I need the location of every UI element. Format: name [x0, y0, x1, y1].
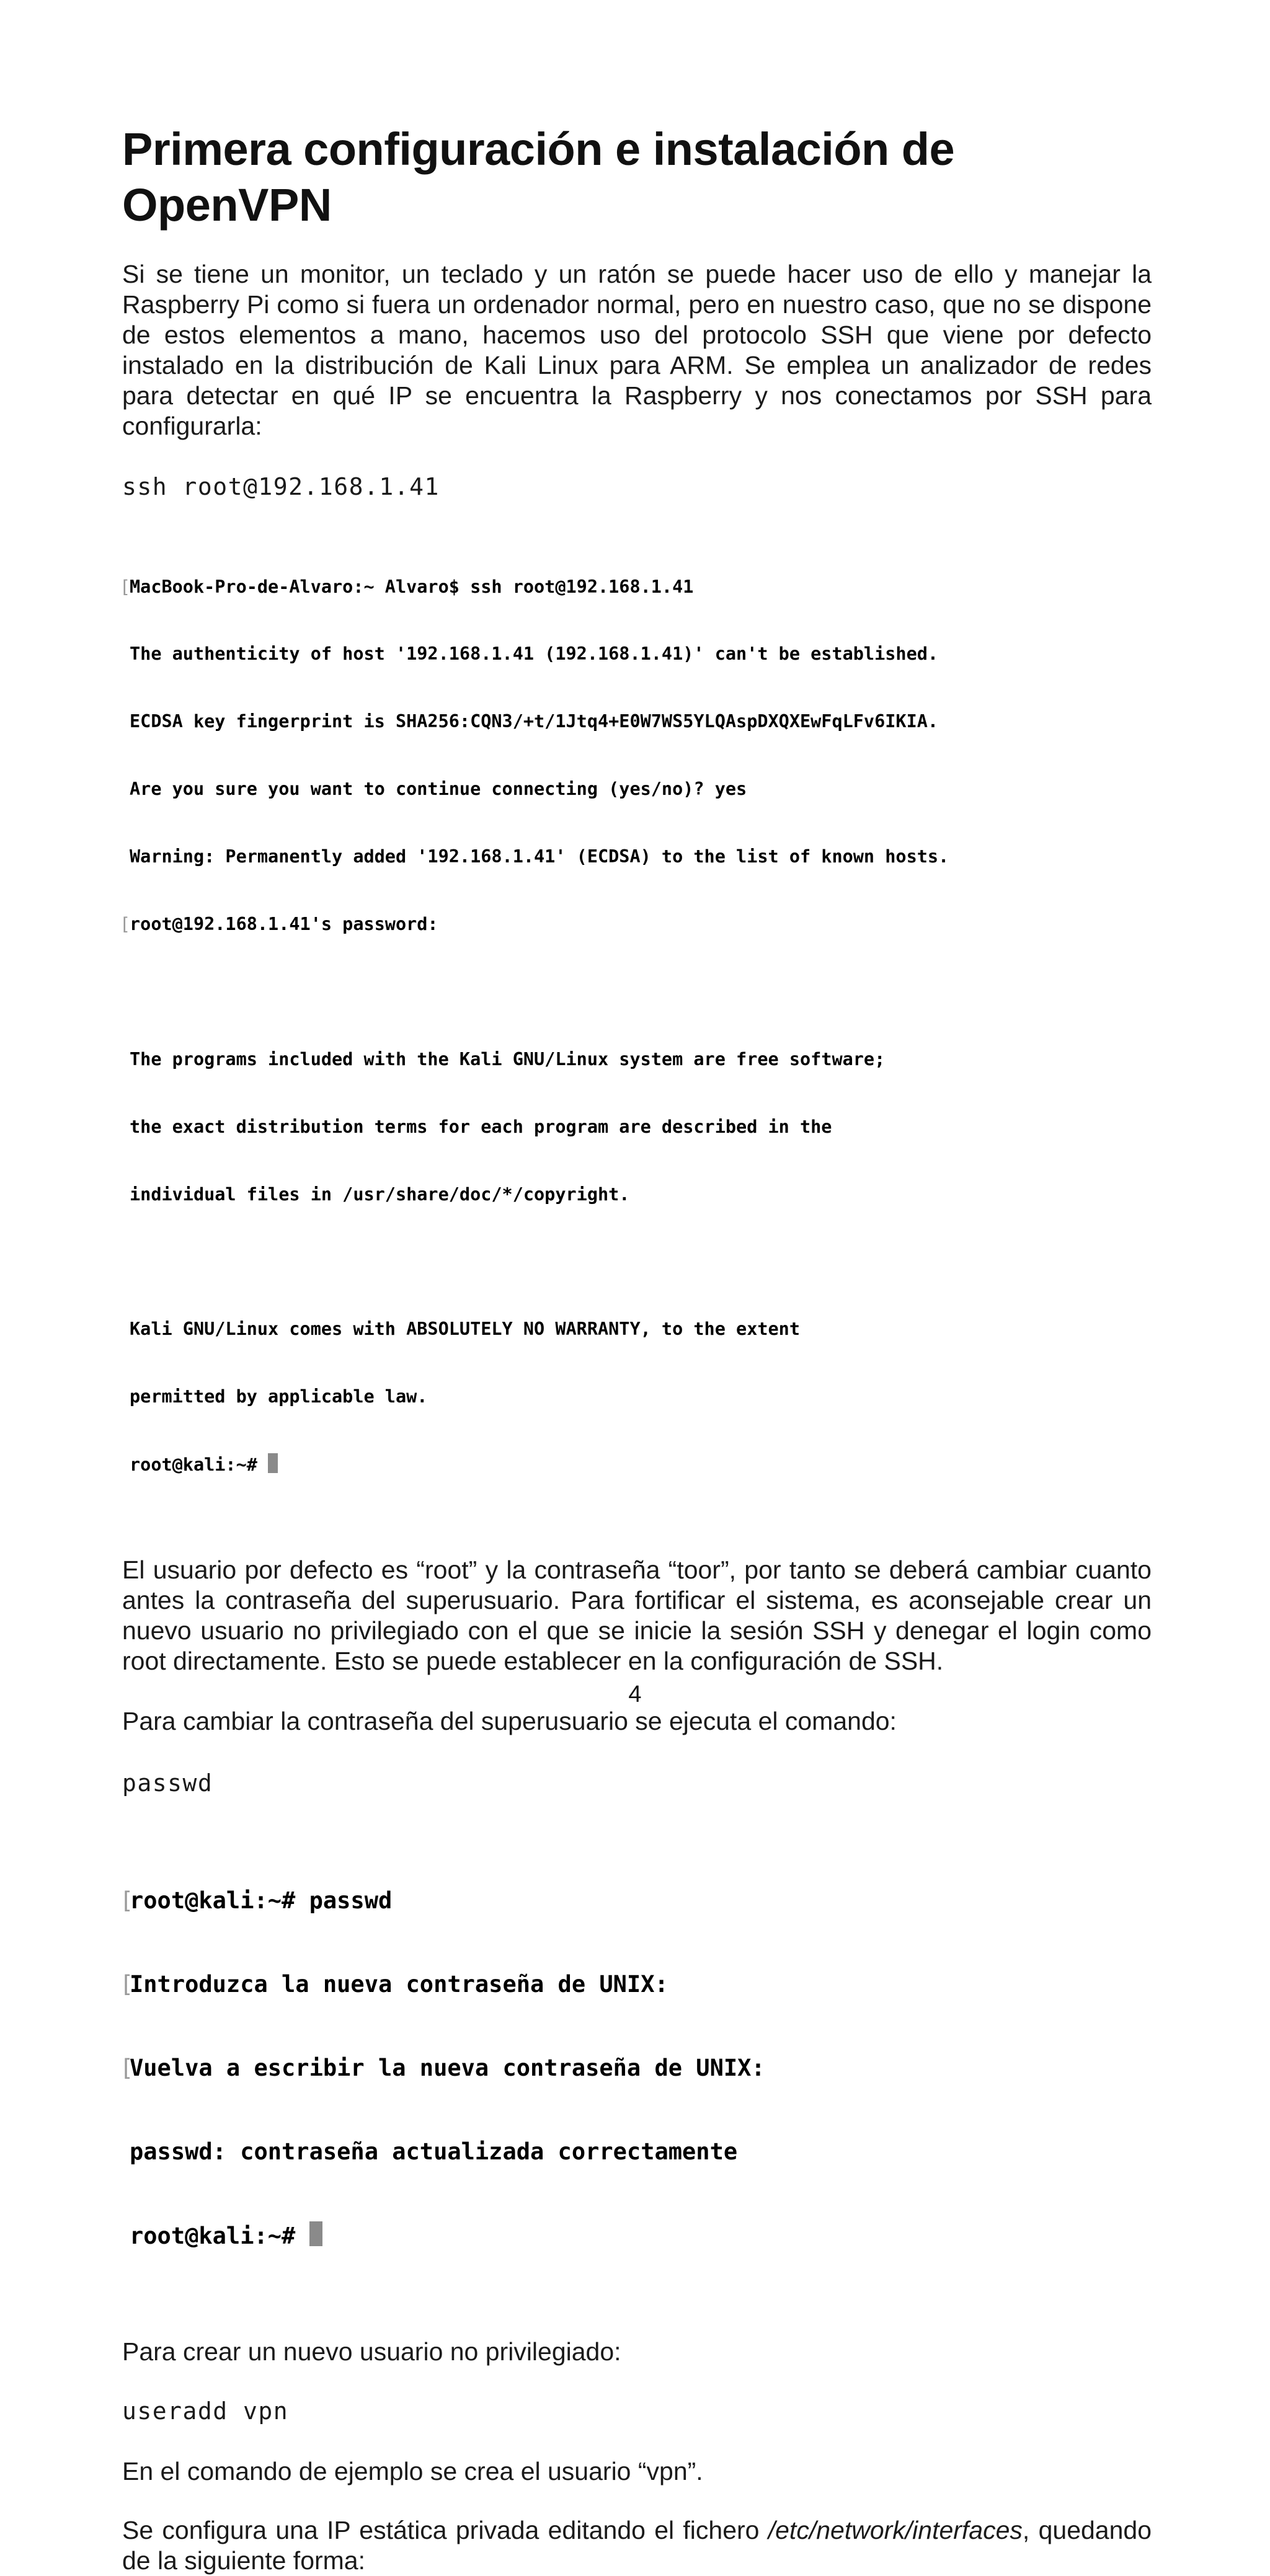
- bracket-mark: [: [120, 2055, 134, 2082]
- terminal-ssh-output: [122, 531, 1152, 1521]
- paragraph-change-password: Para cambiar la contraseña del superusuario se ejecuta el comando:: [122, 1707, 897, 1736]
- terminal-line: [ root@192.168.1.41's password:: [122, 913, 1152, 936]
- terminal-line: The authenticity of host '192.168.1.41 (192.168.1.41)' can't be established.: [130, 644, 939, 665]
- terminal-cursor: [309, 2221, 322, 2246]
- terminal-cursor: [268, 1453, 278, 1473]
- terminal-line: [ MacBook-Pro-de-Alvaro:~ Alvaro$ ssh root@192.168.1.41: [122, 576, 1152, 598]
- terminal-line: root@kali:~#: [122, 2221, 1152, 2250]
- terminal-line: [ Introduzca la nueva contraseña de UNIX:: [120, 1971, 668, 1998]
- terminal-line: Warning: Permanently added '192.168.1.41' (ECDSA) to the list of known hosts.: [130, 846, 949, 867]
- terminal-line: the exact distribution terms for each program are described in the: [130, 1116, 832, 1137]
- terminal-blank-line: [122, 981, 1152, 1003]
- command-ssh: ssh root@192.168.1.41: [122, 473, 440, 500]
- paragraph-default-user: El usuario por defecto es “root” y la contraseña “toor”, por tanto se deberá cambiar cuanto antes la contraseña del superusuario. Para fortificar el sistema, es aconsejable crear un nuevo usuario no privilegiado con el que se inicie la sesión SSH y denegar el login como root directamente. Esto se puede establecer en la configuración de SSH.: [122, 1556, 1152, 1676]
- paragraph-example-user: En el comando de ejemplo se crea el usuario “vpn”.: [122, 2457, 703, 2486]
- terminal-line: permitted by applicable law.: [130, 1386, 428, 1407]
- terminal-line: individual files in /usr/share/doc/*/copyright.: [130, 1184, 630, 1205]
- terminal-line: passwd: contraseña actualizada correctamente: [130, 2138, 738, 2166]
- file-path: /etc/network/interfaces: [768, 2516, 1023, 2545]
- paragraph-static-ip: Se configura una IP estática privada editando el fichero /etc/network/interfaces, quedando de la siguiente forma:: [122, 2516, 1152, 2575]
- terminal-line: The programs included with the Kali GNU/Linux system are free software;: [130, 1048, 886, 1069]
- command-useradd: useradd vpn: [122, 2397, 289, 2425]
- bracket-mark: [: [120, 576, 131, 597]
- page-title: Primera configuración e instalación de OpenVPN: [122, 123, 955, 231]
- terminal-line: Kali GNU/Linux comes with ABSOLUTELY NO WARRANTY, to the extent: [130, 1319, 800, 1340]
- paragraph-new-user: Para crear un nuevo usuario no privilegiado:: [122, 2337, 621, 2366]
- page-number: 4: [628, 1681, 642, 1707]
- terminal-line: ECDSA key fingerprint is SHA256:CQN3/+t/1Jtq4+E0W7WS5YLQAspDXQXEwFqLFv6IKIA.: [130, 711, 939, 732]
- terminal-line: Are you sure you want to continue connecting (yes/no)? yes: [130, 779, 747, 800]
- document-page: [122, 122, 1152, 2576]
- bracket-mark: [: [120, 1887, 134, 1914]
- bracket-mark: [: [120, 914, 131, 935]
- terminal-blank-line: [122, 1251, 1152, 1273]
- terminal-passwd-output: [122, 1831, 1152, 2306]
- command-passwd: passwd: [122, 1769, 213, 1797]
- terminal-line: [ Vuelva a escribir la nueva contraseña de UNIX:: [120, 2055, 765, 2082]
- paragraph-intro: Si se tiene un monitor, un teclado y un ratón se puede hacer uso de ello y manejar la Raspberry Pi como si fuera un ordenador normal, pero en nuestro caso, que no se dispone de estos elementos a mano, hacemos uso del protocolo SSH que viene por defecto instalado en la distribución de Kali Linux para ARM. Se emplea un analizador de redes para detectar en qué IP se encuentra la Raspberry y nos conectamos por SSH para configurarla:: [122, 260, 1152, 440]
- terminal-line: root@kali:~#: [122, 1453, 1152, 1476]
- bracket-mark: [: [120, 1971, 134, 1998]
- terminal-line: [ root@kali:~# passwd: [120, 1887, 393, 1914]
